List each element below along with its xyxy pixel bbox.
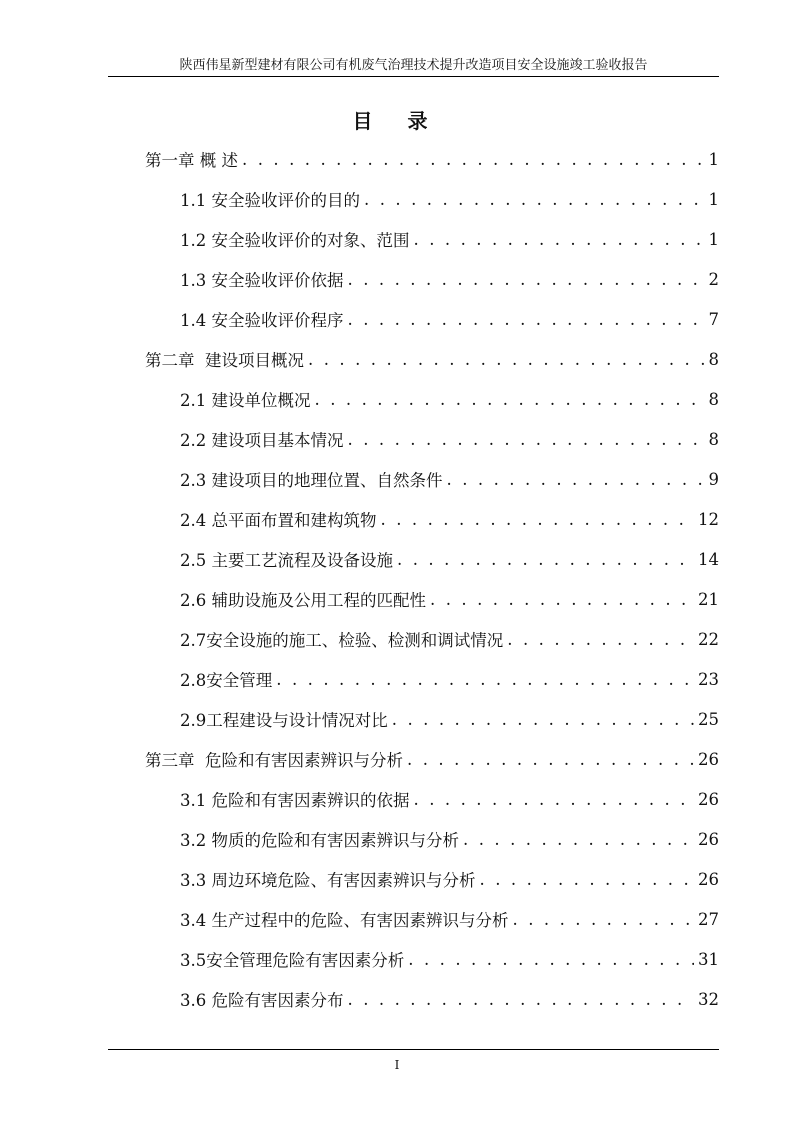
toc-entry-label: 2.3 建设项目的地理位置、自然条件	[180, 471, 443, 490]
toc-section-entry[interactable]	[145, 259, 719, 299]
toc-entry-page: 26	[698, 869, 719, 889]
toc-chapter-entry[interactable]	[145, 739, 719, 779]
toc-entry-label: 2.1 建设单位概况	[180, 391, 311, 410]
dot-leader	[408, 950, 694, 969]
dot-leader	[364, 190, 705, 209]
running-header: 陕西伟星新型建材有限公司有机废气治理技术提升改造项目安全设施竣工验收报告	[179, 58, 648, 73]
toc-entry-label: 3.4 生产过程中的危险、有害因素辨识与分析	[180, 911, 509, 930]
toc-entry-page: 1	[708, 149, 719, 169]
table-of-contents	[145, 139, 719, 1019]
toc-section-entry[interactable]	[145, 419, 719, 459]
dot-leader	[315, 390, 705, 409]
toc-entry-label: 3.1 危险和有害因素辨识的依据	[180, 791, 410, 810]
dot-leader	[348, 430, 705, 449]
dot-leader	[463, 830, 694, 849]
toc-section-entry[interactable]	[145, 619, 719, 659]
toc-entry-label: 第一章 概 述	[145, 151, 238, 170]
dot-leader	[308, 350, 705, 369]
toc-entry-page: 8	[708, 389, 719, 409]
toc-entry-label: 3.2 物质的危险和有害因素辨识与分析	[180, 831, 459, 850]
toc-entry-label: 1.2 安全验收评价的对象、范围	[180, 231, 410, 250]
toc-section-entry[interactable]	[145, 539, 719, 579]
toc-entry-label: 3.5安全管理危险有害因素分析	[180, 951, 405, 970]
toc-entry-page: 26	[698, 749, 719, 769]
toc-section-entry[interactable]	[145, 899, 719, 939]
toc-entry-page: 2	[708, 269, 719, 289]
dot-leader	[392, 710, 694, 729]
toc-section-entry[interactable]	[145, 499, 719, 539]
toc-chapter-entry[interactable]	[145, 339, 719, 379]
toc-section-entry[interactable]	[145, 659, 719, 699]
dot-leader	[397, 550, 694, 569]
toc-entry-label: 2.8安全管理	[180, 671, 273, 690]
toc-section-entry[interactable]	[145, 939, 719, 979]
dot-leader	[348, 310, 705, 329]
toc-section-entry[interactable]	[145, 219, 719, 259]
toc-entry-page: 21	[698, 589, 719, 609]
toc-entry-page: 1	[708, 229, 719, 249]
toc-section-entry[interactable]	[145, 459, 719, 499]
toc-section-entry[interactable]	[145, 379, 719, 419]
toc-entry-label: 2.4 总平面布置和建构筑物	[180, 511, 377, 530]
toc-entry-label: 3.6 危险有害因素分布	[180, 991, 344, 1010]
toc-entry-label: 1.4 安全验收评价程序	[180, 311, 344, 330]
toc-section-entry[interactable]	[145, 579, 719, 619]
dot-leader	[513, 910, 695, 929]
dot-leader	[447, 470, 705, 489]
toc-entry-label: 1.1 安全验收评价的目的	[180, 191, 360, 210]
toc-entry-page: 12	[698, 509, 719, 529]
toc-entry-page: 26	[698, 829, 719, 849]
dot-leader	[480, 870, 695, 889]
toc-entry-page: 1	[708, 189, 719, 209]
toc-entry-label: 2.2 建设项目基本情况	[180, 431, 344, 450]
toc-entry-page: 9	[708, 469, 719, 489]
toc-entry-label: 2.6 辅助设施及公用工程的匹配性	[180, 591, 426, 610]
toc-entry-page: 27	[698, 909, 719, 929]
footer-rule	[108, 1049, 719, 1050]
toc-entry-label: 第三章 危险和有害因素辨识与分析	[145, 751, 403, 770]
toc-section-entry[interactable]	[145, 699, 719, 739]
toc-entry-label: 3.3 周边环境危险、有害因素辨识与分析	[180, 871, 476, 890]
header-rule	[108, 76, 719, 77]
toc-entry-page: 7	[708, 309, 719, 329]
toc-entry-page: 25	[698, 709, 719, 729]
toc-section-entry[interactable]	[145, 859, 719, 899]
toc-entry-page: 32	[698, 989, 719, 1009]
toc-entry-page: 8	[708, 349, 719, 369]
dot-leader	[381, 510, 695, 529]
toc-chapter-entry[interactable]	[145, 139, 719, 179]
toc-section-entry[interactable]	[145, 819, 719, 859]
toc-section-entry[interactable]	[145, 979, 719, 1019]
toc-entry-page: 8	[708, 429, 719, 449]
dot-leader	[507, 630, 694, 649]
dot-leader	[430, 590, 694, 609]
toc-section-entry[interactable]	[145, 299, 719, 339]
toc-section-entry[interactable]	[145, 179, 719, 219]
dot-leader	[348, 270, 705, 289]
dot-leader	[414, 790, 695, 809]
dot-leader	[407, 750, 694, 769]
toc-entry-label: 2.7安全设施的施工、检验、检测和调试情况	[180, 631, 504, 650]
toc-entry-page: 22	[698, 629, 719, 649]
toc-entry-label: 1.3 安全验收评价依据	[180, 271, 344, 290]
dot-leader	[276, 670, 694, 689]
dot-leader	[242, 150, 705, 169]
toc-section-entry[interactable]	[145, 779, 719, 819]
toc-entry-label: 第二章 建设项目概况	[145, 351, 304, 370]
toc-entry-label: 2.9工程建设与设计情况对比	[180, 711, 388, 730]
toc-entry-page: 26	[698, 789, 719, 809]
toc-title: 目 录	[352, 109, 442, 133]
toc-entry-label: 2.5 主要工艺流程及设备设施	[180, 551, 393, 570]
dot-leader	[348, 990, 695, 1009]
page-number: I	[394, 1058, 400, 1072]
toc-entry-page: 14	[698, 549, 719, 569]
dot-leader	[414, 230, 705, 249]
toc-entry-page: 31	[698, 949, 719, 969]
toc-entry-page: 23	[698, 669, 719, 689]
